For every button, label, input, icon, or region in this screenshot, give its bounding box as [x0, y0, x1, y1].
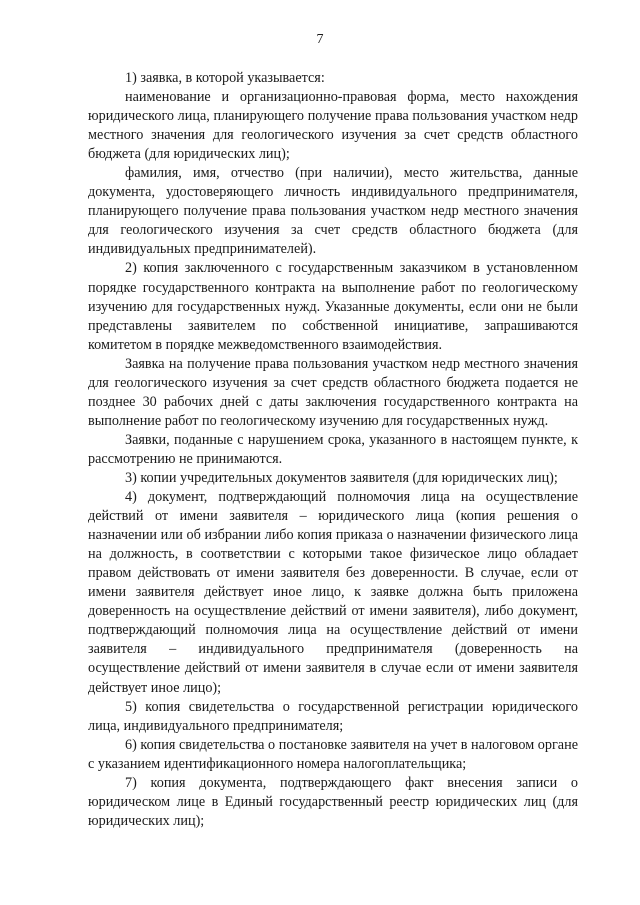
document-body	[88, 69, 578, 831]
paragraph-application-deadline: Заявка на получение права пользования участком недр местного значения для геологического изучения за счет средств областного бюджета подается не позднее 30 рабочих дней с даты заключения государственного контракта на выполнение работ по геологическому изучению для государственных нужд.	[88, 355, 578, 429]
paragraph-item-6-tax-registration: 6) копия свидетельства о постановке заявителя на учет в налоговом органе с указанием идентификационного номера налогоплательщика;	[88, 736, 578, 772]
paragraph-late-applications: Заявки, поданные с нарушением срока, указанного в настоящем пункте, к рассмотрению не принимаются.	[88, 431, 578, 467]
paragraph-entrepreneur-details: фамилия, имя, отчество (при наличии), место жительства, данные документа, удостоверяющего личность индивидуального предпринимателя, планирующего получение права пользования участком недр местного значения для геологического изучения за счет средств областного бюджета (для индивидуальных предпринимателей).	[88, 165, 578, 258]
page-number: 7	[316, 32, 324, 47]
paragraph-legal-entity-name: наименование и организационно-правовая форма, место нахождения юридического лица, планирующего получение права пользования участком недр местного значения для геологического изучения за счет средств областного бюджета (для юридических лиц);	[88, 89, 578, 163]
paragraph-item-2-contract: 2) копия заключенного с государственным заказчиком в установленном порядке государственного контракта на выполнение работ по геологическому изучению для государственных нужд. Указанные документы, если они не были представлены заявителем по собственной инициативе, запрашиваются комитетом в порядке межведомственного взаимодействия.	[88, 260, 578, 353]
paragraph-item-3-founding-docs: 3) копии учредительных документов заявителя (для юридических лиц);	[125, 469, 558, 486]
paragraph-item-7-registry-entry: 7) копия документа, подтверждающего факт внесения записи о юридическом лице в Единый государственный реестр юридических лиц (для юридических лиц);	[88, 774, 578, 829]
paragraph-item-5-registration: 5) копия свидетельства о государственной регистрации юридического лица, индивидуального предпринимателя;	[88, 698, 578, 734]
paragraph-item-1-header: 1) заявка, в которой указывается:	[125, 70, 325, 86]
paragraph-item-4-authority-doc: 4) документ, подтверждающий полномочия лица на осуществление действий от имени заявителя – юридического лица (копия решения о назначении или об избрании либо копия приказа о назначении физического лица на должность, в соответствии с которыми такое физическое лицо обладает правом действовать от имени заявителя без доверенности. В случае, если от имени заявителя действует иное лицо, к заявке должна быть приложена доверенность на осуществление действий от имени заявителя), либо документ, подтверждающий полномочия лица на осуществление действий от имени заявителя – индивидуального предпринимателя (доверенность на осуществление действий от имени заявителя в случае если от имени заявителя действует иное лицо);	[88, 489, 578, 696]
